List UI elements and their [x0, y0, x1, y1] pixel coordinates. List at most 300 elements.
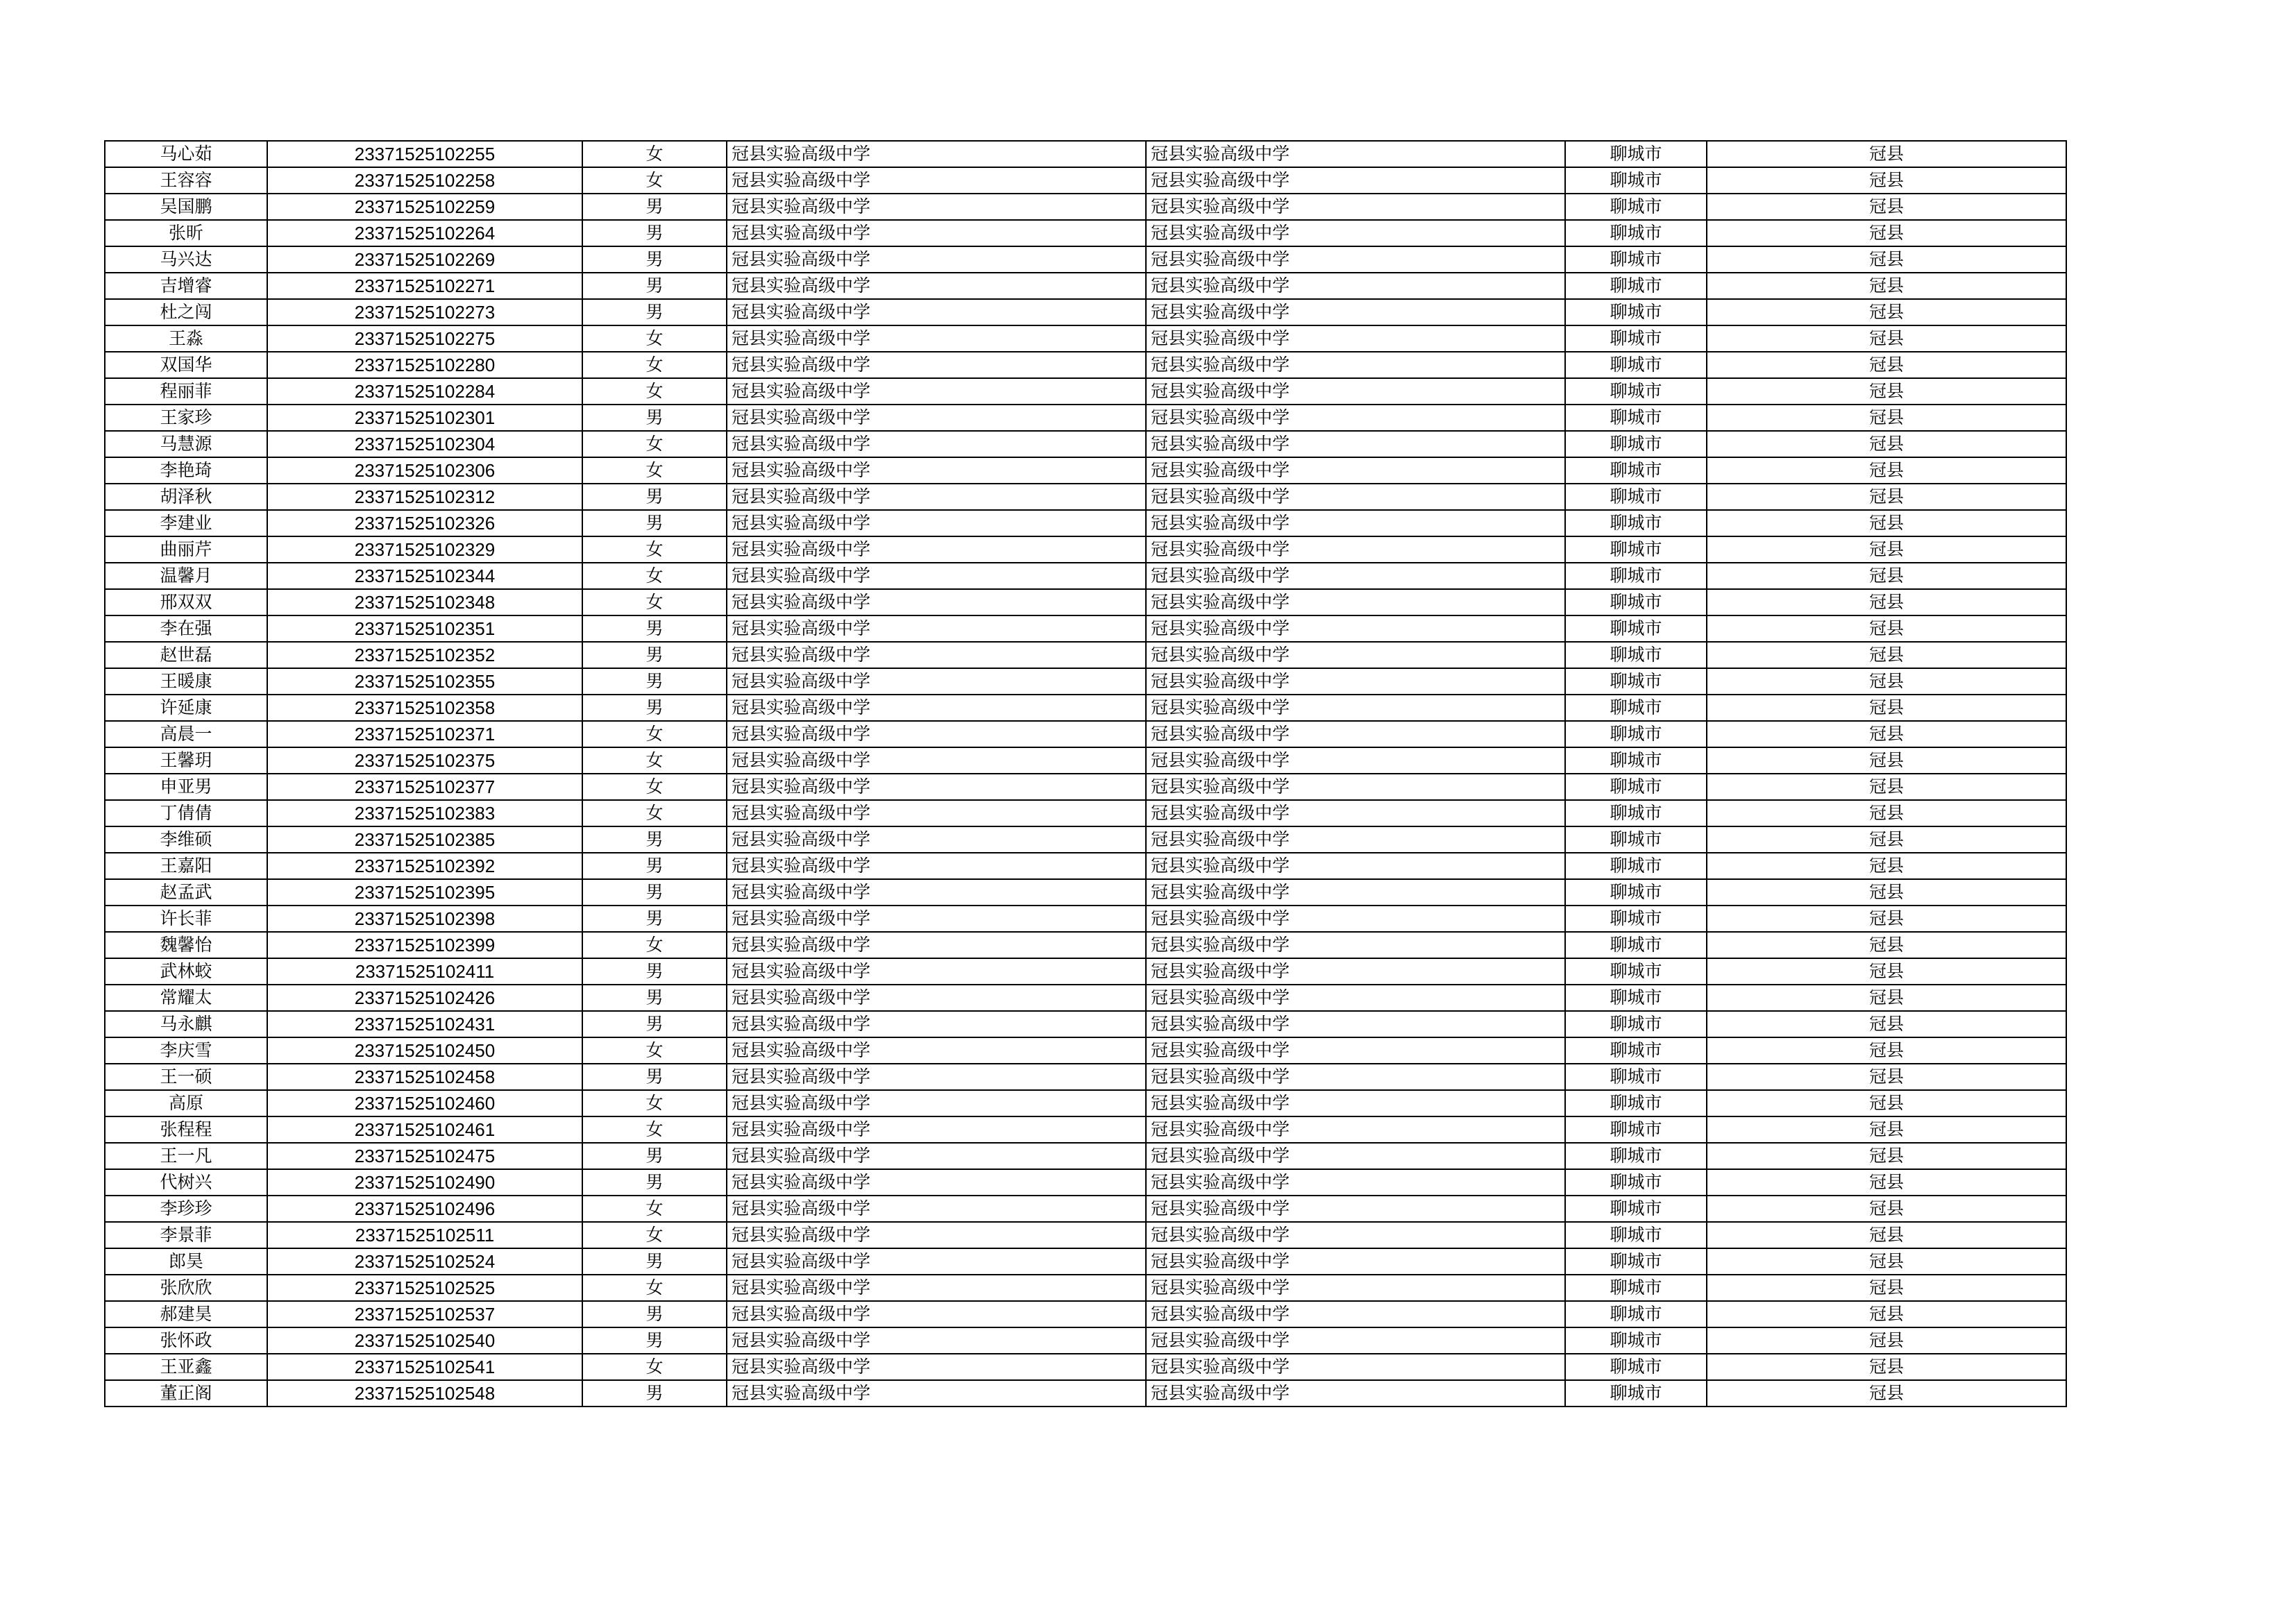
unit-cell: 冠县实验高级中学 [1146, 536, 1565, 563]
exam-id-cell: 23371525102392 [267, 853, 582, 879]
city-cell: 聊城市 [1565, 563, 1707, 589]
table-row [105, 1037, 2066, 1064]
student-name-cell: 常耀太 [105, 985, 267, 1011]
county-cell: 冠县 [1707, 1222, 2066, 1248]
exam-id-cell: 23371525102537 [267, 1301, 582, 1327]
city-cell: 聊城市 [1565, 1222, 1707, 1248]
county-cell: 冠县 [1707, 615, 2066, 642]
city-cell: 聊城市 [1565, 642, 1707, 668]
county-cell: 冠县 [1707, 1116, 2066, 1143]
exam-id-cell: 23371525102351 [267, 615, 582, 642]
student-name-cell: 赵孟武 [105, 879, 267, 906]
unit-cell: 冠县实验高级中学 [1146, 299, 1565, 325]
city-cell: 聊城市 [1565, 1275, 1707, 1301]
gender-cell: 女 [582, 352, 727, 378]
gender-cell: 男 [582, 879, 727, 906]
table-row [105, 826, 2066, 853]
unit-cell: 冠县实验高级中学 [1146, 774, 1565, 800]
table-row [105, 220, 2066, 246]
student-name-cell: 王容容 [105, 167, 267, 194]
gender-cell: 男 [582, 985, 727, 1011]
county-cell: 冠县 [1707, 1327, 2066, 1354]
exam-id-cell: 23371525102326 [267, 510, 582, 536]
county-cell: 冠县 [1707, 1196, 2066, 1222]
county-cell: 冠县 [1707, 800, 2066, 826]
gender-cell: 女 [582, 1222, 727, 1248]
county-cell: 冠县 [1707, 220, 2066, 246]
school-cell: 冠县实验高级中学 [727, 879, 1146, 906]
student-table [104, 140, 2067, 1407]
table-row [105, 1248, 2066, 1275]
student-name-cell: 魏馨怡 [105, 932, 267, 958]
table-row [105, 668, 2066, 695]
gender-cell: 男 [582, 906, 727, 932]
table-row [105, 932, 2066, 958]
city-cell: 聊城市 [1565, 853, 1707, 879]
table-row [105, 484, 2066, 510]
student-name-cell: 张怀政 [105, 1327, 267, 1354]
exam-id-cell: 23371525102460 [267, 1090, 582, 1116]
county-cell: 冠县 [1707, 695, 2066, 721]
city-cell: 聊城市 [1565, 668, 1707, 695]
school-cell: 冠县实验高级中学 [727, 695, 1146, 721]
gender-cell: 女 [582, 800, 727, 826]
table-row [105, 510, 2066, 536]
county-cell: 冠县 [1707, 853, 2066, 879]
table-row [105, 958, 2066, 985]
unit-cell: 冠县实验高级中学 [1146, 1275, 1565, 1301]
unit-cell: 冠县实验高级中学 [1146, 273, 1565, 299]
school-cell: 冠县实验高级中学 [727, 589, 1146, 615]
city-cell: 聊城市 [1565, 589, 1707, 615]
exam-id-cell: 23371525102280 [267, 352, 582, 378]
city-cell: 聊城市 [1565, 1301, 1707, 1327]
unit-cell: 冠县实验高级中学 [1146, 1090, 1565, 1116]
county-cell: 冠县 [1707, 167, 2066, 194]
city-cell: 聊城市 [1565, 826, 1707, 853]
city-cell: 聊城市 [1565, 747, 1707, 774]
student-name-cell: 王亚鑫 [105, 1354, 267, 1380]
gender-cell: 女 [582, 1275, 727, 1301]
exam-id-cell: 23371525102398 [267, 906, 582, 932]
county-cell: 冠县 [1707, 985, 2066, 1011]
exam-id-cell: 23371525102301 [267, 405, 582, 431]
student-name-cell: 马心茹 [105, 141, 267, 167]
city-cell: 聊城市 [1565, 1090, 1707, 1116]
student-name-cell: 王嘉阳 [105, 853, 267, 879]
unit-cell: 冠县实验高级中学 [1146, 378, 1565, 405]
gender-cell: 男 [582, 299, 727, 325]
unit-cell: 冠县实验高级中学 [1146, 1011, 1565, 1037]
table-row [105, 1196, 2066, 1222]
gender-cell: 男 [582, 1143, 727, 1169]
table-row [105, 721, 2066, 747]
table-row [105, 246, 2066, 273]
gender-cell: 女 [582, 457, 727, 484]
unit-cell: 冠县实验高级中学 [1146, 1327, 1565, 1354]
school-cell: 冠县实验高级中学 [727, 1196, 1146, 1222]
student-name-cell: 武林蛟 [105, 958, 267, 985]
school-cell: 冠县实验高级中学 [727, 1301, 1146, 1327]
county-cell: 冠县 [1707, 721, 2066, 747]
student-name-cell: 李珍珍 [105, 1196, 267, 1222]
table-row [105, 615, 2066, 642]
city-cell: 聊城市 [1565, 246, 1707, 273]
table-row [105, 747, 2066, 774]
gender-cell: 男 [582, 615, 727, 642]
county-cell: 冠县 [1707, 826, 2066, 853]
school-cell: 冠县实验高级中学 [727, 1011, 1146, 1037]
gender-cell: 女 [582, 378, 727, 405]
exam-id-cell: 23371525102348 [267, 589, 582, 615]
gender-cell: 男 [582, 1380, 727, 1407]
exam-id-cell: 23371525102411 [267, 958, 582, 985]
school-cell: 冠县实验高级中学 [727, 457, 1146, 484]
exam-id-cell: 23371525102344 [267, 563, 582, 589]
school-cell: 冠县实验高级中学 [727, 484, 1146, 510]
city-cell: 聊城市 [1565, 1064, 1707, 1090]
unit-cell: 冠县实验高级中学 [1146, 1380, 1565, 1407]
unit-cell: 冠县实验高级中学 [1146, 220, 1565, 246]
student-name-cell: 张昕 [105, 220, 267, 246]
gender-cell: 女 [582, 431, 727, 457]
exam-id-cell: 23371525102259 [267, 194, 582, 220]
gender-cell: 女 [582, 589, 727, 615]
unit-cell: 冠县实验高级中学 [1146, 932, 1565, 958]
school-cell: 冠县实验高级中学 [727, 1327, 1146, 1354]
school-cell: 冠县实验高级中学 [727, 668, 1146, 695]
city-cell: 聊城市 [1565, 536, 1707, 563]
unit-cell: 冠县实验高级中学 [1146, 853, 1565, 879]
exam-id-cell: 23371525102395 [267, 879, 582, 906]
student-name-cell: 郝建昊 [105, 1301, 267, 1327]
table-row [105, 642, 2066, 668]
exam-id-cell: 23371525102383 [267, 800, 582, 826]
table-row [105, 906, 2066, 932]
student-name-cell: 赵世磊 [105, 642, 267, 668]
gender-cell: 男 [582, 853, 727, 879]
gender-cell: 男 [582, 484, 727, 510]
table-row [105, 457, 2066, 484]
unit-cell: 冠县实验高级中学 [1146, 484, 1565, 510]
school-cell: 冠县实验高级中学 [727, 167, 1146, 194]
table-row [105, 141, 2066, 167]
unit-cell: 冠县实验高级中学 [1146, 1116, 1565, 1143]
unit-cell: 冠县实验高级中学 [1146, 405, 1565, 431]
exam-id-cell: 23371525102548 [267, 1380, 582, 1407]
table-row [105, 879, 2066, 906]
student-name-cell: 王家珍 [105, 405, 267, 431]
unit-cell: 冠县实验高级中学 [1146, 141, 1565, 167]
school-cell: 冠县实验高级中学 [727, 985, 1146, 1011]
city-cell: 聊城市 [1565, 220, 1707, 246]
unit-cell: 冠县实验高级中学 [1146, 747, 1565, 774]
city-cell: 聊城市 [1565, 800, 1707, 826]
student-name-cell: 李在强 [105, 615, 267, 642]
gender-cell: 女 [582, 536, 727, 563]
county-cell: 冠县 [1707, 273, 2066, 299]
city-cell: 聊城市 [1565, 985, 1707, 1011]
table-row [105, 1301, 2066, 1327]
student-name-cell: 双国华 [105, 352, 267, 378]
school-cell: 冠县实验高级中学 [727, 1380, 1146, 1407]
city-cell: 聊城市 [1565, 1354, 1707, 1380]
city-cell: 聊城市 [1565, 431, 1707, 457]
student-name-cell: 马兴达 [105, 246, 267, 273]
gender-cell: 男 [582, 405, 727, 431]
table-row [105, 536, 2066, 563]
city-cell: 聊城市 [1565, 378, 1707, 405]
county-cell: 冠县 [1707, 352, 2066, 378]
school-cell: 冠县实验高级中学 [727, 615, 1146, 642]
gender-cell: 男 [582, 194, 727, 220]
unit-cell: 冠县实验高级中学 [1146, 589, 1565, 615]
county-cell: 冠县 [1707, 141, 2066, 167]
student-name-cell: 许延康 [105, 695, 267, 721]
student-name-cell: 王一硕 [105, 1064, 267, 1090]
city-cell: 聊城市 [1565, 510, 1707, 536]
unit-cell: 冠县实验高级中学 [1146, 1222, 1565, 1248]
student-name-cell: 王一凡 [105, 1143, 267, 1169]
unit-cell: 冠县实验高级中学 [1146, 1064, 1565, 1090]
city-cell: 聊城市 [1565, 1037, 1707, 1064]
exam-id-cell: 23371525102458 [267, 1064, 582, 1090]
unit-cell: 冠县实验高级中学 [1146, 695, 1565, 721]
county-cell: 冠县 [1707, 1169, 2066, 1196]
city-cell: 聊城市 [1565, 1143, 1707, 1169]
city-cell: 聊城市 [1565, 721, 1707, 747]
exam-id-cell: 23371525102264 [267, 220, 582, 246]
exam-id-cell: 23371525102269 [267, 246, 582, 273]
exam-id-cell: 23371525102352 [267, 642, 582, 668]
table-row [105, 352, 2066, 378]
school-cell: 冠县实验高级中学 [727, 932, 1146, 958]
gender-cell: 女 [582, 167, 727, 194]
county-cell: 冠县 [1707, 246, 2066, 273]
city-cell: 聊城市 [1565, 299, 1707, 325]
county-cell: 冠县 [1707, 1090, 2066, 1116]
table-row [105, 1011, 2066, 1037]
unit-cell: 冠县实验高级中学 [1146, 1169, 1565, 1196]
unit-cell: 冠县实验高级中学 [1146, 457, 1565, 484]
school-cell: 冠县实验高级中学 [727, 1169, 1146, 1196]
table-row [105, 167, 2066, 194]
school-cell: 冠县实验高级中学 [727, 405, 1146, 431]
exam-id-cell: 23371525102385 [267, 826, 582, 853]
table-row [105, 774, 2066, 800]
city-cell: 聊城市 [1565, 325, 1707, 352]
county-cell: 冠县 [1707, 1354, 2066, 1380]
school-cell: 冠县实验高级中学 [727, 273, 1146, 299]
gender-cell: 男 [582, 1327, 727, 1354]
student-name-cell: 曲丽芹 [105, 536, 267, 563]
county-cell: 冠县 [1707, 405, 2066, 431]
student-name-cell: 张程程 [105, 1116, 267, 1143]
school-cell: 冠县实验高级中学 [727, 510, 1146, 536]
county-cell: 冠县 [1707, 431, 2066, 457]
school-cell: 冠县实验高级中学 [727, 1275, 1146, 1301]
city-cell: 聊城市 [1565, 1380, 1707, 1407]
table-row [105, 1169, 2066, 1196]
school-cell: 冠县实验高级中学 [727, 853, 1146, 879]
county-cell: 冠县 [1707, 1275, 2066, 1301]
school-cell: 冠县实验高级中学 [727, 431, 1146, 457]
county-cell: 冠县 [1707, 563, 2066, 589]
table-body [105, 141, 2066, 1407]
exam-id-cell: 23371525102525 [267, 1275, 582, 1301]
city-cell: 聊城市 [1565, 695, 1707, 721]
school-cell: 冠县实验高级中学 [727, 747, 1146, 774]
table-row [105, 194, 2066, 220]
gender-cell: 男 [582, 695, 727, 721]
city-cell: 聊城市 [1565, 141, 1707, 167]
school-cell: 冠县实验高级中学 [727, 194, 1146, 220]
exam-id-cell: 23371525102312 [267, 484, 582, 510]
student-name-cell: 吴国鹏 [105, 194, 267, 220]
gender-cell: 男 [582, 220, 727, 246]
gender-cell: 男 [582, 246, 727, 273]
exam-id-cell: 23371525102284 [267, 378, 582, 405]
county-cell: 冠县 [1707, 536, 2066, 563]
school-cell: 冠县实验高级中学 [727, 325, 1146, 352]
school-cell: 冠县实验高级中学 [727, 536, 1146, 563]
student-name-cell: 李建业 [105, 510, 267, 536]
school-cell: 冠县实验高级中学 [727, 774, 1146, 800]
county-cell: 冠县 [1707, 457, 2066, 484]
unit-cell: 冠县实验高级中学 [1146, 431, 1565, 457]
school-cell: 冠县实验高级中学 [727, 141, 1146, 167]
county-cell: 冠县 [1707, 589, 2066, 615]
city-cell: 聊城市 [1565, 615, 1707, 642]
table-row [105, 985, 2066, 1011]
county-cell: 冠县 [1707, 194, 2066, 220]
unit-cell: 冠县实验高级中学 [1146, 352, 1565, 378]
gender-cell: 女 [582, 721, 727, 747]
county-cell: 冠县 [1707, 1011, 2066, 1037]
county-cell: 冠县 [1707, 1248, 2066, 1275]
school-cell: 冠县实验高级中学 [727, 826, 1146, 853]
table-row [105, 589, 2066, 615]
unit-cell: 冠县实验高级中学 [1146, 642, 1565, 668]
student-name-cell: 温馨月 [105, 563, 267, 589]
exam-id-cell: 23371525102541 [267, 1354, 582, 1380]
county-cell: 冠县 [1707, 299, 2066, 325]
gender-cell: 男 [582, 1169, 727, 1196]
exam-id-cell: 23371525102355 [267, 668, 582, 695]
county-cell: 冠县 [1707, 1380, 2066, 1407]
city-cell: 聊城市 [1565, 167, 1707, 194]
student-name-cell: 李维硕 [105, 826, 267, 853]
city-cell: 聊城市 [1565, 879, 1707, 906]
unit-cell: 冠县实验高级中学 [1146, 958, 1565, 985]
table-row [105, 431, 2066, 457]
county-cell: 冠县 [1707, 906, 2066, 932]
county-cell: 冠县 [1707, 932, 2066, 958]
table-row [105, 800, 2066, 826]
exam-id-cell: 23371525102375 [267, 747, 582, 774]
student-list-sheet [104, 140, 2066, 1407]
unit-cell: 冠县实验高级中学 [1146, 1037, 1565, 1064]
county-cell: 冠县 [1707, 642, 2066, 668]
student-name-cell: 申亚男 [105, 774, 267, 800]
gender-cell: 男 [582, 1301, 727, 1327]
unit-cell: 冠县实验高级中学 [1146, 563, 1565, 589]
table-row [105, 405, 2066, 431]
student-name-cell: 马慧源 [105, 431, 267, 457]
school-cell: 冠县实验高级中学 [727, 1222, 1146, 1248]
exam-id-cell: 23371525102426 [267, 985, 582, 1011]
student-name-cell: 程丽菲 [105, 378, 267, 405]
unit-cell: 冠县实验高级中学 [1146, 668, 1565, 695]
city-cell: 聊城市 [1565, 457, 1707, 484]
unit-cell: 冠县实验高级中学 [1146, 879, 1565, 906]
gender-cell: 男 [582, 1064, 727, 1090]
gender-cell: 女 [582, 747, 727, 774]
gender-cell: 男 [582, 510, 727, 536]
exam-id-cell: 23371525102475 [267, 1143, 582, 1169]
school-cell: 冠县实验高级中学 [727, 1064, 1146, 1090]
county-cell: 冠县 [1707, 378, 2066, 405]
city-cell: 聊城市 [1565, 958, 1707, 985]
gender-cell: 男 [582, 668, 727, 695]
student-name-cell: 杜之闯 [105, 299, 267, 325]
gender-cell: 女 [582, 932, 727, 958]
gender-cell: 女 [582, 141, 727, 167]
school-cell: 冠县实验高级中学 [727, 246, 1146, 273]
exam-id-cell: 23371525102275 [267, 325, 582, 352]
exam-id-cell: 23371525102273 [267, 299, 582, 325]
county-cell: 冠县 [1707, 668, 2066, 695]
exam-id-cell: 23371525102255 [267, 141, 582, 167]
exam-id-cell: 23371525102358 [267, 695, 582, 721]
student-name-cell: 代树兴 [105, 1169, 267, 1196]
gender-cell: 女 [582, 325, 727, 352]
unit-cell: 冠县实验高级中学 [1146, 1248, 1565, 1275]
table-row [105, 1275, 2066, 1301]
student-name-cell: 王淼 [105, 325, 267, 352]
table-row [105, 1064, 2066, 1090]
school-cell: 冠县实验高级中学 [727, 906, 1146, 932]
city-cell: 聊城市 [1565, 484, 1707, 510]
gender-cell: 女 [582, 1196, 727, 1222]
unit-cell: 冠县实验高级中学 [1146, 800, 1565, 826]
unit-cell: 冠县实验高级中学 [1146, 985, 1565, 1011]
exam-id-cell: 23371525102511 [267, 1222, 582, 1248]
student-name-cell: 王馨玥 [105, 747, 267, 774]
city-cell: 聊城市 [1565, 1248, 1707, 1275]
table-row [105, 695, 2066, 721]
table-row [105, 325, 2066, 352]
city-cell: 聊城市 [1565, 1327, 1707, 1354]
unit-cell: 冠县实验高级中学 [1146, 325, 1565, 352]
student-name-cell: 高原 [105, 1090, 267, 1116]
school-cell: 冠县实验高级中学 [727, 958, 1146, 985]
student-name-cell: 李艳琦 [105, 457, 267, 484]
student-name-cell: 许长菲 [105, 906, 267, 932]
gender-cell: 女 [582, 563, 727, 589]
city-cell: 聊城市 [1565, 194, 1707, 220]
unit-cell: 冠县实验高级中学 [1146, 615, 1565, 642]
student-name-cell: 吉增睿 [105, 273, 267, 299]
school-cell: 冠县实验高级中学 [727, 220, 1146, 246]
county-cell: 冠县 [1707, 958, 2066, 985]
county-cell: 冠县 [1707, 879, 2066, 906]
unit-cell: 冠县实验高级中学 [1146, 510, 1565, 536]
school-cell: 冠县实验高级中学 [727, 563, 1146, 589]
unit-cell: 冠县实验高级中学 [1146, 826, 1565, 853]
exam-id-cell: 23371525102306 [267, 457, 582, 484]
school-cell: 冠县实验高级中学 [727, 1143, 1146, 1169]
